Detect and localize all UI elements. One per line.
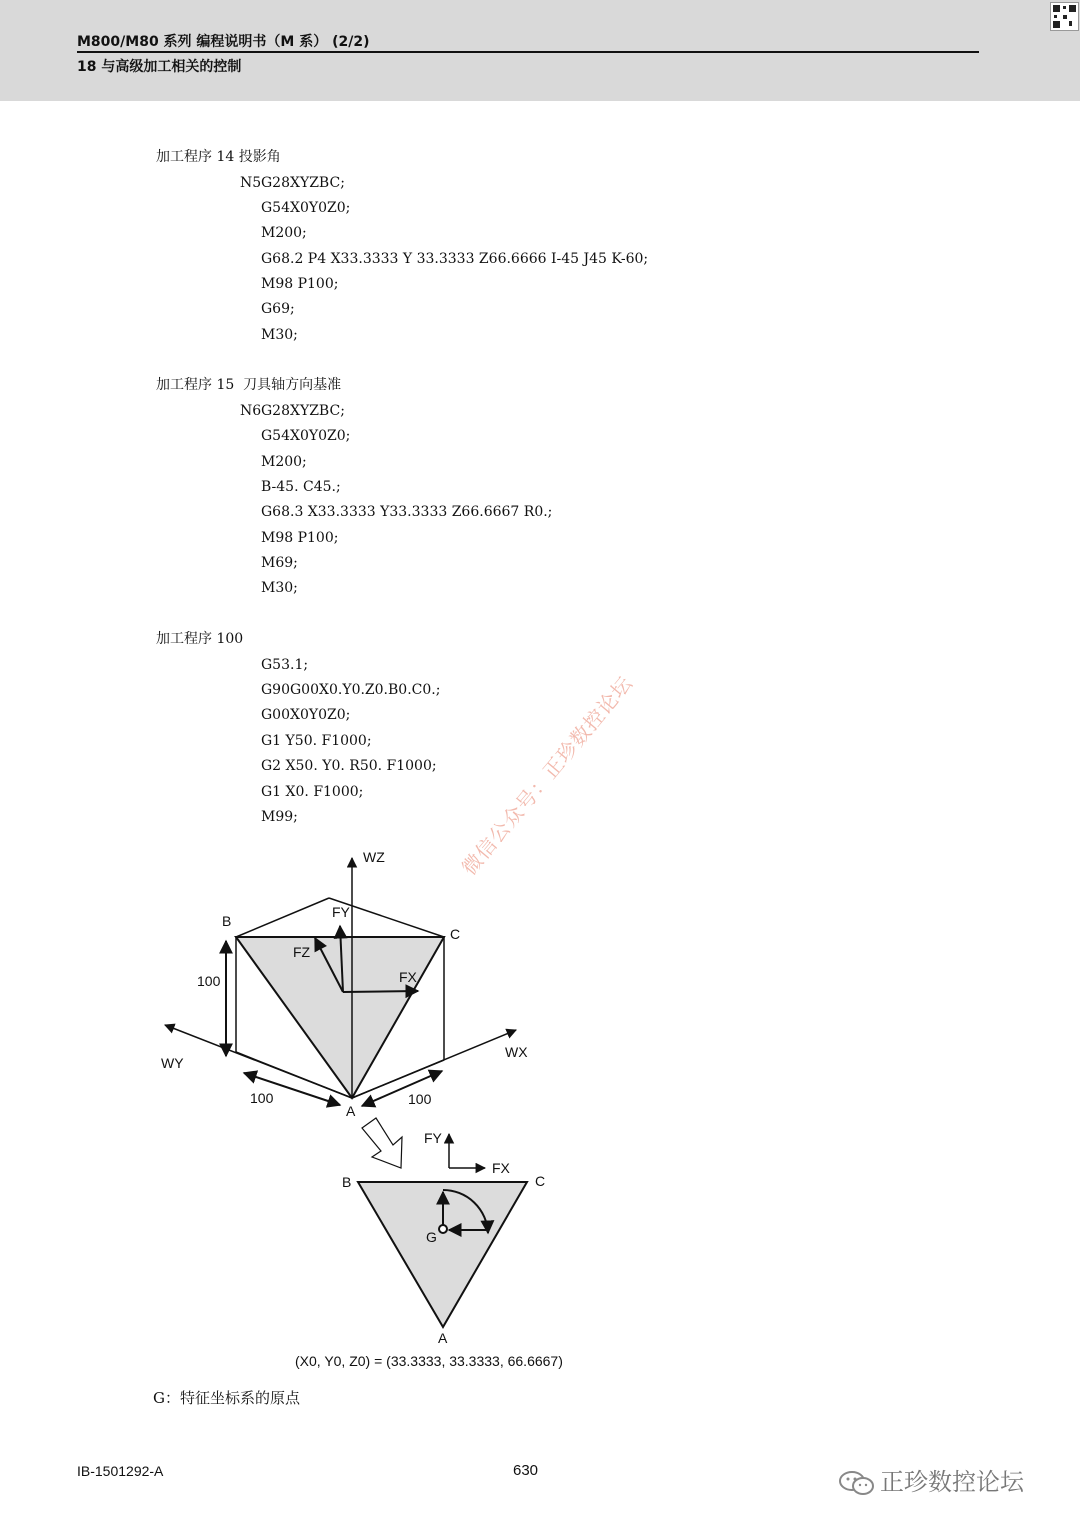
label-wx: WX [505, 1044, 528, 1060]
lower-label-c: C [535, 1173, 546, 1189]
origin-g-icon [439, 1225, 447, 1233]
code-line: G69; [261, 301, 295, 317]
watermark: 微信公众号：正珍数控论坛 [456, 671, 638, 880]
code-line: G2 X50. Y0. R50. F1000; [261, 758, 437, 774]
page-number: 630 [513, 1462, 539, 1479]
document-id: IB-1501292-A [77, 1463, 164, 1479]
label-dim-left: 100 [250, 1090, 274, 1106]
code-line: B-45. C45.; [261, 479, 341, 495]
code-line: G54X0Y0Z0; [261, 200, 351, 216]
label-wy: WY [161, 1055, 184, 1071]
code-line: M98 P100; [261, 530, 339, 546]
code-line: M98 P100; [261, 276, 339, 292]
section-title: 18 与高级加工相关的控制 [77, 59, 242, 75]
inclined-plane [236, 937, 444, 1098]
lower-label-g: G [426, 1229, 437, 1245]
label-a: A [346, 1103, 356, 1119]
fx-axis [343, 991, 418, 992]
code-line: G00X0Y0Z0; [261, 707, 351, 723]
brand-name: 正珍数控论坛 [880, 1468, 1024, 1496]
lower-label-b: B [342, 1174, 352, 1190]
brand-footer [838, 1462, 1024, 1497]
lower-label-fx: FX [492, 1160, 510, 1176]
program-15-title: 加工程序 15 刀具轴方向基准 [156, 377, 342, 393]
manual-title: M800/M80 系列 编程说明书（M 系） (2/2) [77, 34, 370, 50]
coordinate-diagram [0, 840, 700, 1360]
page-header [0, 0, 1080, 101]
code-line: G53.1; [261, 657, 309, 673]
qr-code-icon [1050, 2, 1079, 31]
code-line: G90G00X0.Y0.Z0.B0.C0.; [261, 682, 441, 698]
label-fx: FX [399, 969, 417, 985]
origin-note: G：特征坐标系的原点 [153, 1389, 300, 1407]
label-c: C [450, 926, 461, 942]
lower-label-a: A [438, 1330, 448, 1346]
label-dim-right: 100 [408, 1091, 432, 1107]
code-line: G54X0Y0Z0; [261, 428, 351, 444]
code-line: M99; [261, 809, 298, 825]
code-line: G68.2 P4 X33.3333 Y 33.3333 Z66.6666 I-45 J45 K-60; [261, 251, 649, 267]
program-14-title: 加工程序 14 投影角 [156, 149, 281, 165]
program-14-label: N5 [240, 175, 262, 191]
label-dim-vertical: 100 [197, 973, 221, 989]
label-fz: FZ [293, 944, 311, 960]
header-rule [77, 51, 979, 53]
lower-label-fy: FY [424, 1130, 442, 1146]
program-100-title: 加工程序 100 [156, 631, 244, 647]
wechat-icon [838, 1470, 876, 1496]
code-line: G28XYZBC; [261, 175, 345, 191]
label-fy: FY [332, 904, 350, 920]
code-line: M200; [261, 454, 307, 470]
code-line: M30; [261, 327, 298, 343]
transition-arrow-icon [362, 1118, 402, 1168]
label-b: B [222, 913, 232, 929]
code-line: M69; [261, 555, 298, 571]
code-line: G28XYZBC; [261, 403, 345, 419]
label-wz: WZ [363, 849, 385, 865]
code-line: M30; [261, 580, 298, 596]
code-line: G1 X0. F1000; [261, 784, 364, 800]
code-line: M200; [261, 225, 307, 241]
program-15-label: N6 [240, 403, 262, 419]
code-line: G68.3 X33.3333 Y33.3333 Z66.6667 R0.; [261, 504, 553, 520]
code-line: G1 Y50. F1000; [261, 733, 372, 749]
coordinate-caption: (X0, Y0, Z0) = (33.3333, 33.3333, 66.6667) [295, 1353, 563, 1369]
